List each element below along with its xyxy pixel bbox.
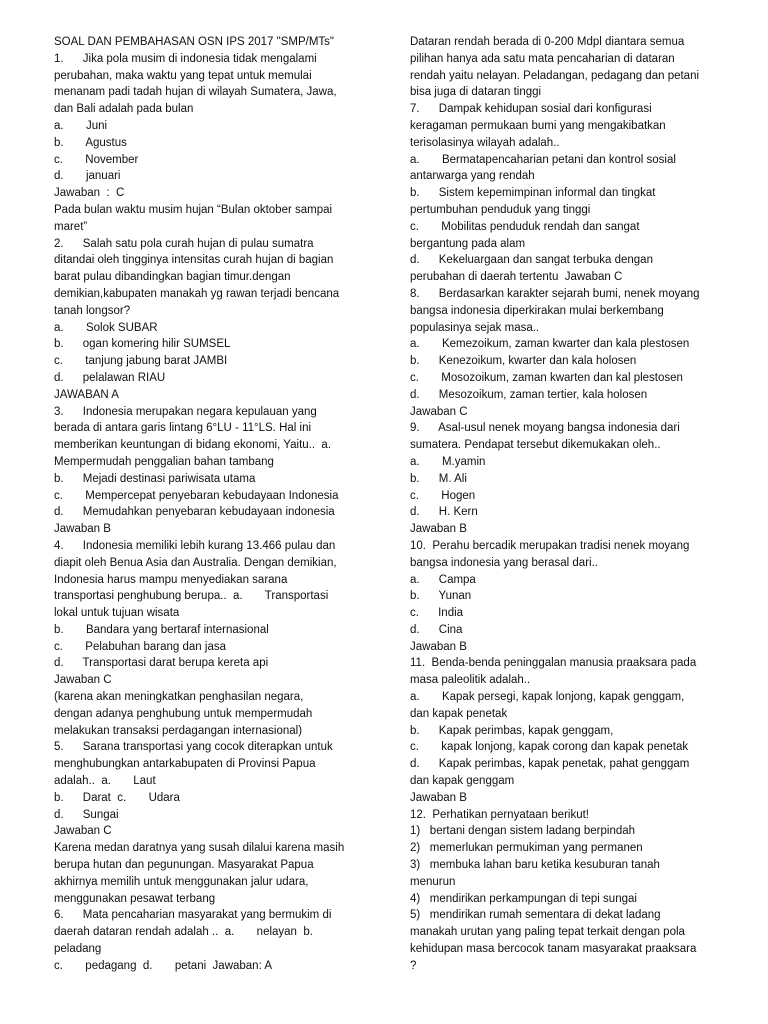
text-line: lokal untuk tujuan wisata [54,607,180,620]
text-line: adalah.. a. Laut [54,775,156,788]
text-line: 7. Dampak kehidupan sosial dari konfigurasi [410,103,652,116]
text-line: b. Agustus [54,136,127,149]
text-line: b. Yunan [410,590,472,603]
text-line: pilihan hanya ada satu mata pencaharian di dataran [410,52,675,65]
text-line: manakah urutan yang paling tepat terkait dengan pola [410,926,685,939]
text-line: menggunakan pesawat terbang [54,892,216,905]
text-line: Jawaban C [410,405,468,418]
text-line: 2. Salah satu pola curah hujan di pulau sumatra [54,237,314,250]
text-line: dan kapak penetak [410,707,508,720]
text-line: Jawaban : C [54,187,125,200]
text-line: JAWABAN A [54,388,119,401]
text-line: a. Kemezoikum, zaman kwarter dan kala plestosen [410,338,690,351]
text-line: 10. Perahu bercadik merupakan tradisi nenek moyang [410,539,690,552]
text-line: c. Mobilitas penduduk rendah dan sangat [410,220,640,233]
text-line: Jawaban B [410,640,467,653]
text-line: demikian,kabupaten manakah yg rawan terjadi bencana [54,287,340,300]
text-line: Jawaban B [54,523,111,536]
text-line: bangsa indonesia yang berasal dari.. [410,556,598,569]
text-line: Karena medan daratnya yang susah dilalui karena masih [54,842,345,855]
text-line: 11. Benda-benda peninggalan manusia praaksara pada [410,657,697,670]
text-line: d. Memudahkan penyebaran kebudayaan indonesia [54,506,335,519]
text-line: Jawaban B [410,523,467,536]
text-line: SOAL DAN PEMBAHASAN OSN IPS 2017 "SMP/MTs" [54,36,334,48]
text-line: berupa hutan dan pegunungan. Masyarakat Papua [54,859,314,872]
text-line: Mempermudah penggalian bahan tambang [54,455,274,468]
text-line: transportasi penghubung berupa.. a. Transportasi [54,590,329,603]
text-line: 1) bertani dengan sistem ladang berpindah [410,825,636,838]
text-line: c. India [410,607,464,620]
text-line: tanah longsor? [54,304,131,317]
text-line: Indonesia harus mampu menyediakan sarana [54,573,288,586]
text-line: menghubungkan antarkabupaten di Provinsi Papua [54,758,316,771]
text-line: d. Kekeluargaan dan sangat terbuka dengan [410,254,653,267]
text-line: menanam padi tadah hujan di wilayah Sumatera, Jawa, [54,86,337,99]
text-line: a. Bermatapencaharian petani dan kontrol sosial [410,153,676,166]
text-line: d. pelalawan RIAU [54,371,166,384]
text-line: a. Campa [410,573,476,586]
text-line: b. ogan komering hilir SUMSEL [54,338,231,351]
left-column [54,34,372,975]
text-line: 9. Asal-usul nenek moyang bangsa indonesia dari [410,422,680,435]
text-line: c. Mosozoikum, zaman kwarten dan kal plestosen [410,371,683,384]
text-line: bangsa indonesia diperkirakan mulai berkembang [410,304,664,317]
text-line: perubahan, maka waktu yang tepat untuk memulai [54,69,312,82]
text-line: b. Sistem kepemimpinan informal dan tingkat [410,187,656,200]
text-line: d. H. Kern [410,506,478,519]
text-line: d. januari [54,170,121,183]
text-line: 12. Perhatikan pernyataan berikut! [410,808,590,821]
text-line: berada di antara garis lintang 6°LU - 11°LS. Hal ini [54,422,312,435]
text-line: d. Mesozoikum, zaman tertier, kala holosen [410,388,648,401]
text-line: c. Mempercepat penyebaran kebudayaan Indonesia [54,489,339,502]
text-line: a. Juni [54,119,108,132]
text-line: b. M. Ali [410,472,467,485]
text-line: c. Hogen [410,489,476,502]
text-line: 8. Berdasarkan karakter sejarah bumi, nenek moyang [410,287,700,300]
text-line: ? [410,959,417,972]
text-line: terisolasinya wilayah adalah.. [410,136,560,149]
text-line: 5. Sarana transportasi yang cocok diterapkan untuk [54,741,333,754]
text-line: bisa juga di dataran tinggi [410,86,542,99]
text-line: keragaman permukaan bumi yang mengakibatkan [410,119,666,132]
text-line: dengan adanya penghubung untuk mempermudah [54,707,313,720]
text-line: a. Solok SUBAR [54,321,158,334]
text-line: d. Kapak perimbas, kapak penetak, pahat genggam [410,758,690,771]
text-line: Jawaban C [54,825,112,838]
text-line: Dataran rendah berada di 0-200 Mdpl diantara semua [410,36,685,48]
text-line: c. November [54,153,139,166]
text-line: maret” [54,220,88,233]
text-line: peladang [54,943,102,956]
text-line: rendah yaitu nelayan. Peladangan, pedagang dan petani [410,69,700,82]
text-line: c. Pelabuhan barang dan jasa [54,640,226,653]
text-line: bergantung pada alam [410,237,526,250]
text-line: 2) memerlukan permukiman yang permanen [410,842,643,855]
text-line: 4) mendirikan perkampungan di tepi sungai [410,892,637,905]
text-line: 3. Indonesia merupakan negara kepulauan yang [54,405,317,418]
text-line: perubahan di daerah tertentu Jawaban C [410,271,623,284]
text-line: d. Transportasi darat berupa kereta api [54,657,269,670]
text-line: 5) mendirikan rumah sementara di dekat ladang [410,909,661,922]
text-line: b. Kenezoikum, kwarter dan kala holosen [410,355,637,368]
text-line: Pada bulan waktu musim hujan “Bulan oktober sampai [54,203,333,216]
text-line: pertumbuhan penduduk yang tinggi [410,203,591,216]
text-line: b. Bandara yang bertaraf internasional [54,623,269,636]
text-line: b. Kapak perimbas, kapak genggam, [410,724,614,737]
text-line: daerah dataran rendah adalah .. a. nelayan b. [54,926,313,939]
text-line: Jawaban B [410,791,467,804]
text-line: melakukan transaksi perdagangan internasional) [54,724,303,737]
text-line: populasinya sejak masa.. [410,321,540,334]
text-line: dan kapak genggam [410,775,515,788]
text-line: 1. Jika pola musim di indonesia tidak mengalami [54,52,317,65]
text-line: d. Cina [410,623,463,636]
text-line: d. Sungai [54,808,119,821]
text-line: b. Darat c. Udara [54,791,180,804]
text-line: a. M.yamin [410,455,486,468]
text-line: diapit oleh Benua Asia dan Australia. Dengan demikian, [54,556,337,569]
text-line: akhirnya memilih untuk menggunakan jalur udara, [54,875,309,888]
right-column [410,34,726,975]
text-line: (karena akan meningkatkan penghasilan negara, [54,691,304,704]
text-line: antarwarga yang rendah [410,170,535,183]
text-line: a. Kapak persegi, kapak lonjong, kapak genggam, [410,691,685,704]
text-line: kehidupan masa bercocok tanam masyarakat praaksara [410,943,697,956]
text-line: c. kapak lonjong, kapak corong dan kapak penetak [410,741,689,754]
text-line: dan Bali adalah pada bulan [54,103,194,116]
text-line: masa paleolitik adalah.. [410,674,531,687]
text-line: sumatera. Pendapat tersebut dikemukakan oleh.. [410,439,661,452]
text-line: b. Mejadi destinasi pariwisata utama [54,472,256,485]
text-line: memberikan keuntungan di bidang ekonomi, Yaitu.. a. [54,439,332,452]
text-line: c. pedagang d. petani Jawaban: A [54,959,273,972]
text-line: 6. Mata pencaharian masyarakat yang bermukim di [54,909,332,922]
text-line: menurun [410,875,456,888]
text-line: ditandai oleh tingginya intensitas curah hujan di bagian [54,254,334,267]
text-line: barat pulau dibandingkan bagian timur.dengan [54,271,291,284]
text-line: c. tanjung jabung barat JAMBI [54,355,228,368]
text-line: 3) membuka lahan baru ketika kesuburan tanah [410,859,660,872]
text-line: 4. Indonesia memiliki lebih kurang 13.466 pulau dan [54,539,336,552]
text-line: Jawaban C [54,674,112,687]
